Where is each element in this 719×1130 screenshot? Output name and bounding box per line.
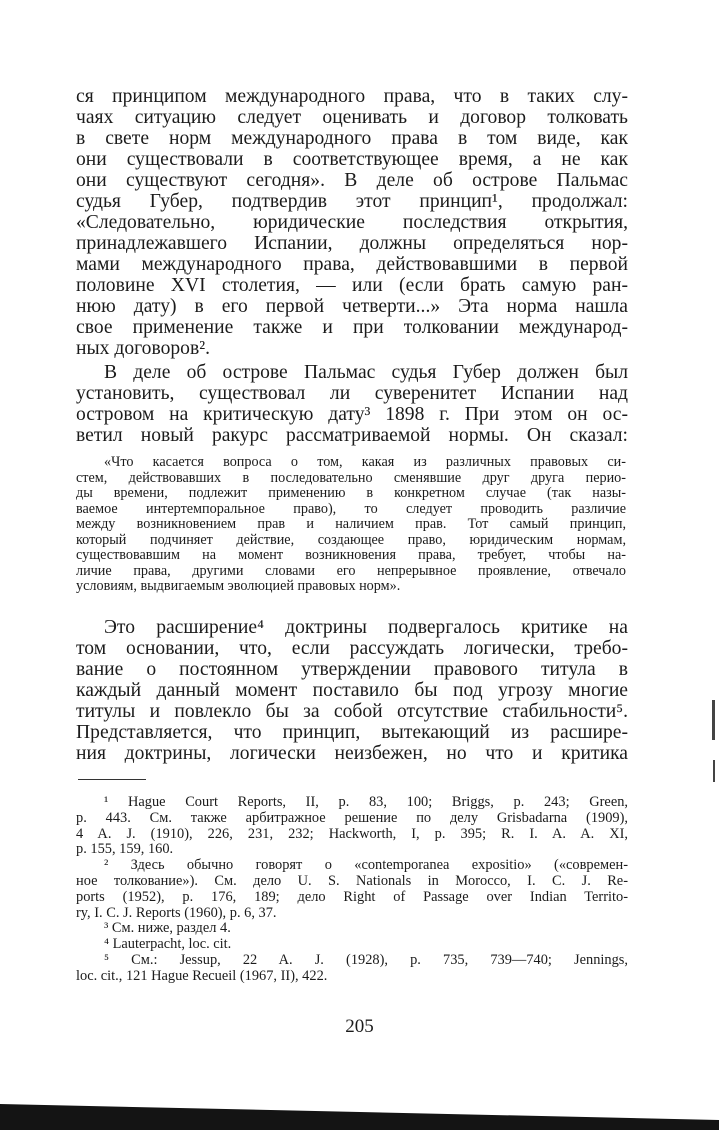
text-line: вание о постоянном утверждении правового титула в <box>76 659 628 680</box>
footnote-line: 4 A. J. (1910), 226, 231, 232; Hackworth, I, p. 395; R. I. A. A. XI, <box>76 825 628 842</box>
text-line: каждый данный момент поставило бы под угрозу многие <box>76 680 628 701</box>
footnote-line: ³ См. ниже, раздел 4. <box>104 920 231 937</box>
text-line: они существуют сегодня». В деле об острове Пальмас <box>76 170 628 191</box>
footnote-line: loc. cit., 121 Hague Recueil (1967, II), 422. <box>76 967 328 984</box>
footnote-line: p. 155, 159, 160. <box>76 841 174 858</box>
quote-line: «Что касается вопроса о том, какая из различных правовых си- <box>104 454 626 470</box>
page-number: 205 <box>345 1016 374 1037</box>
text-line: ветил новый ракурс рассматриваемой нормы. Он сказал: <box>76 425 628 446</box>
text-line: мами международного права, действовавшими в первой <box>76 254 628 275</box>
footnote-line: ry, I. C. J. Reports (1960), p. 6, 37. <box>76 904 277 921</box>
text-line: в свете норм международного права в том виде, как <box>76 128 628 149</box>
footnotes <box>76 795 628 985</box>
text-line: установить, существовал ли суверенитет Испании над <box>76 383 628 404</box>
scan-edge-mark <box>713 760 715 782</box>
footnote-line: ⁴ Lauterpacht, loc. cit. <box>104 936 232 953</box>
quote-line: между возникновением прав и наличием прав. Тот самый принцип, <box>76 516 626 532</box>
text-line: ных договоров². <box>76 338 210 359</box>
text-line: титулы и повлекло бы за собой отсутствие стабильности⁵. <box>76 701 628 722</box>
footnote-line: ¹ Hague Court Reports, II, p. 83, 100; Briggs, p. 243; Green, <box>104 794 628 810</box>
text-line: чаях ситуацию следует оценивать и договор толковать <box>76 107 628 128</box>
footnote-rule <box>78 779 146 780</box>
footnote-line: ² Здесь обычно говорят о «contemporanea expositio» («современ- <box>104 857 628 874</box>
text-line: ния доктрины, логически неизбежен, но что и критика <box>76 743 628 764</box>
text-line: Это расширение⁴ доктрины подвергалось критике на <box>104 617 628 638</box>
footnote-line: ⁵ См.: Jessup, 22 A. J. (1928), p. 735, 739—740; Jennings, <box>104 951 628 968</box>
paragraph-2 <box>76 362 628 446</box>
text-line: половине XVI столетия, — или (если брать самую ран- <box>76 275 628 296</box>
scan-edge-shadow <box>0 1098 719 1130</box>
scan-edge-mark <box>712 700 715 740</box>
text-line: Представляется, что принцип, вытекающий из расшире- <box>76 722 628 743</box>
text-line: «Следовательно, юридические последствия открытия, <box>76 212 628 233</box>
footnote-line: p. 443. См. также арбитражное решение по делу Grisbadarna (1909), <box>76 809 628 826</box>
text-line: они существовали в соответствующее время, а не как <box>76 149 628 170</box>
quote-line: стем, действовавших в последовательно сменявшие друг друга перио- <box>76 469 626 486</box>
text-line: В деле об острове Пальмас судья Губер должен был <box>104 362 628 383</box>
footnote-line: ное толкование»). См. дело U. S. Nationals in Morocco, I. C. J. Re- <box>76 872 628 889</box>
footnote-line: ports (1952), p. 176, 189; дело Right of Passage over Indian Territo- <box>76 888 628 905</box>
quote-line: условиям, выдвигаемым эволюцией правовых норм». <box>76 578 401 594</box>
text-line: свое применение также и при толковании международ- <box>76 317 628 338</box>
text-line: принадлежавшего Испании, должны определяться нор- <box>76 233 628 254</box>
quote-line: ды времени, подлежит применению в конкретном случае (так назы- <box>76 485 626 501</box>
text-line: островом на критическую дату³ 1898 г. При этом он ос- <box>76 404 628 425</box>
quote-line: который подчиняет действие, создающее право, юридическим нормам, <box>76 531 626 548</box>
text-line: нюю дату) в его первой четверти...» Эта норма нашла <box>76 296 628 317</box>
quote-line: ваемое интертемпоральное право), то следует проводить различие <box>76 500 626 517</box>
text-line: судья Губер, подтвердив этот принцип¹, продолжал: <box>76 191 628 212</box>
paragraph-1 <box>76 86 628 359</box>
text-line: том основании, что, если рассуждать логически, требо- <box>76 638 628 659</box>
block-quote <box>76 455 626 595</box>
quote-line: существовавшим на момент возникновения права, требует, чтобы на- <box>76 547 626 563</box>
paragraph-3 <box>76 617 628 764</box>
text-line: ся принципом международного права, что в таких слу- <box>76 86 628 107</box>
quote-line: личие права, другими словами его непрерывное проявление, отвечало <box>76 562 626 579</box>
